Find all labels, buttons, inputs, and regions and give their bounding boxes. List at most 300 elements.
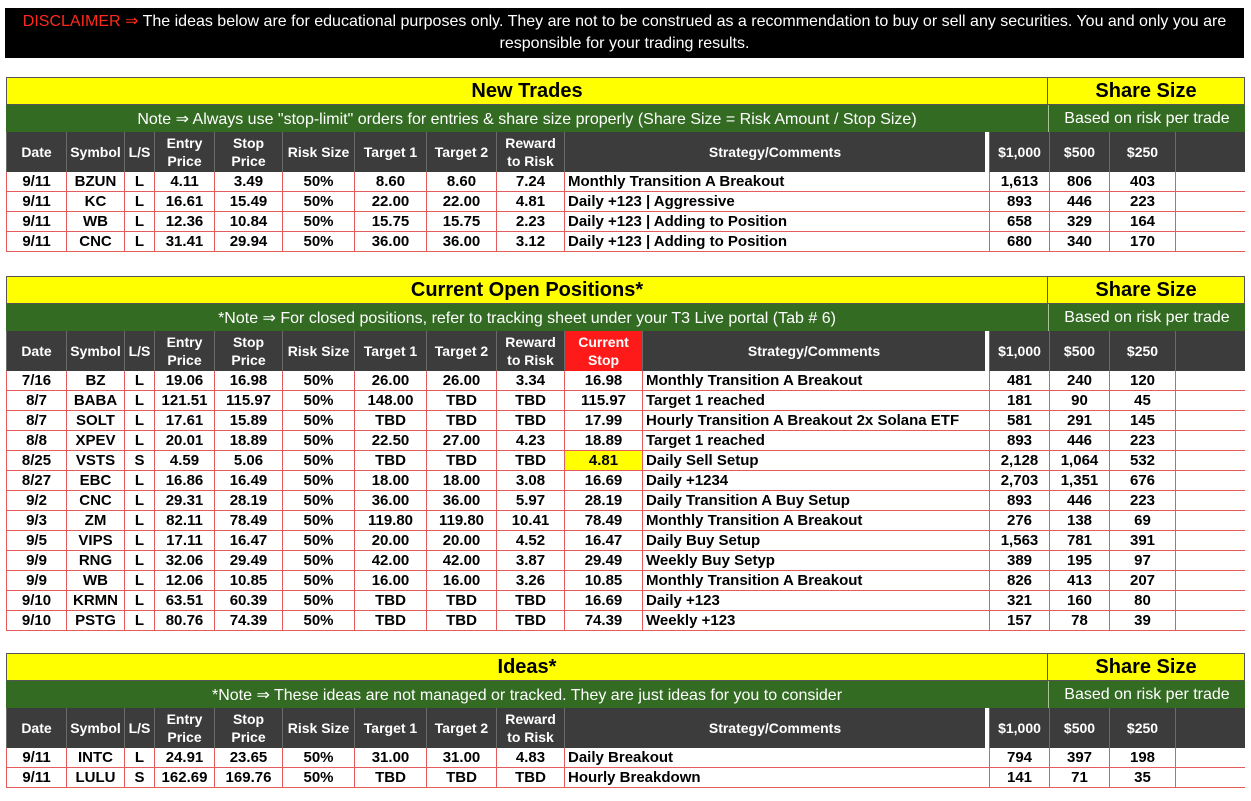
cell-size-500: 806	[1049, 172, 1109, 191]
cell-strategy: Monthly Transition A Breakout	[564, 172, 985, 191]
cell-t2: 42.00	[426, 551, 496, 570]
cell-strategy: Weekly Buy Setyp	[642, 551, 985, 570]
cell-entry: 19.06	[154, 371, 214, 390]
cell-stop: 29.94	[214, 232, 282, 251]
cell-ls: L	[124, 511, 154, 530]
cell-size-1000: 1,613	[989, 172, 1049, 191]
cell-risk: 50%	[282, 491, 354, 510]
cell-size-1000: 181	[989, 391, 1049, 410]
cell-risk: 50%	[282, 571, 354, 590]
cell-entry: 20.01	[154, 431, 214, 450]
header-rr: Reward to Risk	[496, 708, 564, 748]
cell-size-1000: 680	[989, 232, 1049, 251]
share-size-note: Based on risk per trade	[1048, 304, 1245, 331]
cell-rr: 3.34	[496, 371, 564, 390]
cell-size-500: 1,351	[1049, 471, 1109, 490]
cell-size-250: 97	[1109, 551, 1176, 570]
cell-strategy: Monthly Transition A Breakout	[642, 571, 985, 590]
cell-t2: TBD	[426, 591, 496, 610]
section-note: *Note ⇒ For closed positions, refer to tracking sheet under your T3 Live portal (Tab # 6)	[218, 309, 836, 327]
cell-size-500: 240	[1049, 371, 1109, 390]
section-title: New Trades	[6, 77, 1048, 105]
cell-rr: 4.83	[496, 748, 564, 767]
cell-ls: L	[124, 371, 154, 390]
cell-symbol: BZ	[66, 371, 124, 390]
cell-t1: TBD	[354, 451, 426, 470]
cell-size-1000: 893	[989, 491, 1049, 510]
cell-stop: 23.65	[214, 748, 282, 767]
cell-size-500: 446	[1049, 192, 1109, 211]
section-title-bar	[6, 653, 1245, 681]
header-t1: Target 1	[354, 132, 426, 172]
cell-size-500: 413	[1049, 571, 1109, 590]
cell-rr: TBD	[496, 391, 564, 410]
cell-stop: 169.76	[214, 768, 282, 787]
cell-risk: 50%	[282, 411, 354, 430]
header-t1: Target 1	[354, 708, 426, 748]
cell-date: 9/11	[6, 232, 66, 251]
cell-strategy: Daily +123 | Adding to Position	[564, 212, 985, 231]
cell-current-stop: 16.69	[564, 471, 642, 490]
section-note-bar	[6, 681, 1245, 708]
cell-symbol: LULU	[66, 768, 124, 787]
cell-size-1000: 893	[989, 192, 1049, 211]
cell-current-stop: 4.81	[564, 451, 642, 470]
cell-size-500: 781	[1049, 531, 1109, 550]
cell-ls: L	[124, 591, 154, 610]
cell-symbol: KRMN	[66, 591, 124, 610]
cell-size-500: 71	[1049, 768, 1109, 787]
cell-size-1000: 826	[989, 571, 1049, 590]
cell-entry: 4.59	[154, 451, 214, 470]
cell-ls: S	[124, 451, 154, 470]
cell-symbol: VSTS	[66, 451, 124, 470]
table-row	[6, 192, 1245, 212]
cell-symbol: ZM	[66, 511, 124, 530]
cell-size-250: 391	[1109, 531, 1176, 550]
cell-risk: 50%	[282, 768, 354, 787]
cell-strategy: Daily +1234	[642, 471, 985, 490]
cell-risk: 50%	[282, 431, 354, 450]
table-row	[6, 411, 1245, 431]
table-row	[6, 571, 1245, 591]
cell-stop: 78.49	[214, 511, 282, 530]
header-t1: Target 1	[354, 331, 426, 371]
cell-strategy: Weekly +123	[642, 611, 985, 630]
table-row	[6, 531, 1245, 551]
header-size-250: $250	[1109, 132, 1176, 172]
cell-stop: 74.39	[214, 611, 282, 630]
cell-current-stop: 115.97	[564, 391, 642, 410]
cell-risk: 50%	[282, 391, 354, 410]
cell-size-250: 198	[1109, 748, 1176, 767]
table-row	[6, 431, 1245, 451]
cell-ls: L	[124, 571, 154, 590]
cell-size-250: 45	[1109, 391, 1176, 410]
cell-t2: 20.00	[426, 531, 496, 550]
header-stop: Stop Price	[214, 132, 282, 172]
share-size-title: Share Size	[1048, 77, 1245, 105]
cell-strategy: Target 1 reached	[642, 391, 985, 410]
header-strategy: Strategy/Comments	[564, 708, 985, 748]
cell-stop: 60.39	[214, 591, 282, 610]
header-size-250: $250	[1109, 331, 1176, 371]
cell-size-1000: 1,563	[989, 531, 1049, 550]
cell-ls: L	[124, 471, 154, 490]
cell-t1: 8.60	[354, 172, 426, 191]
cell-t1: 18.00	[354, 471, 426, 490]
cell-size-250: 223	[1109, 192, 1176, 211]
table-row	[6, 551, 1245, 571]
cell-t1: TBD	[354, 611, 426, 630]
cell-current-stop: 74.39	[564, 611, 642, 630]
cell-size-1000: 276	[989, 511, 1049, 530]
cell-size-500: 397	[1049, 748, 1109, 767]
cell-t2: 26.00	[426, 371, 496, 390]
cell-date: 8/8	[6, 431, 66, 450]
cell-t1: 22.50	[354, 431, 426, 450]
cell-symbol: BABA	[66, 391, 124, 410]
cell-t1: TBD	[354, 411, 426, 430]
cell-t1: 42.00	[354, 551, 426, 570]
cell-size-500: 291	[1049, 411, 1109, 430]
header-strategy: Strategy/Comments	[564, 132, 985, 172]
cell-risk: 50%	[282, 451, 354, 470]
cell-t2: 22.00	[426, 192, 496, 211]
cell-risk: 50%	[282, 551, 354, 570]
cell-date: 9/10	[6, 591, 66, 610]
cell-t2: TBD	[426, 451, 496, 470]
cell-size-1000: 2,128	[989, 451, 1049, 470]
cell-entry: 12.36	[154, 212, 214, 231]
cell-t2: 15.75	[426, 212, 496, 231]
cell-current-stop: 28.19	[564, 491, 642, 510]
header-entry: Entry Price	[154, 132, 214, 172]
cell-ls: L	[124, 431, 154, 450]
header-ls: L/S	[124, 708, 154, 748]
cell-size-1000: 2,703	[989, 471, 1049, 490]
cell-date: 9/3	[6, 511, 66, 530]
cell-symbol: CNC	[66, 232, 124, 251]
cell-symbol: RNG	[66, 551, 124, 570]
cell-size-250: 676	[1109, 471, 1176, 490]
cell-ls: L	[124, 192, 154, 211]
cell-rr: 3.87	[496, 551, 564, 570]
disclaimer-text: The ideas below are for educational purposes only. They are not to be construed as a recommendation to buy or sell any securities. You and only you are responsible for your trading results.	[142, 13, 1227, 52]
cell-t1: 26.00	[354, 371, 426, 390]
cell-strategy: Daily Transition A Buy Setup	[642, 491, 985, 510]
header-size-500: $500	[1049, 708, 1109, 748]
cell-size-1000: 141	[989, 768, 1049, 787]
cell-current-stop: 78.49	[564, 511, 642, 530]
cell-ls: L	[124, 172, 154, 191]
share-size-title: Share Size	[1048, 276, 1245, 304]
cell-date: 9/11	[6, 192, 66, 211]
cell-risk: 50%	[282, 212, 354, 231]
cell-entry: 16.61	[154, 192, 214, 211]
cell-rr: 4.81	[496, 192, 564, 211]
header-symbol: Symbol	[66, 708, 124, 748]
cell-entry: 80.76	[154, 611, 214, 630]
cell-strategy: Hourly Transition A Breakout 2x Solana ETF	[642, 411, 985, 430]
cell-current-stop: 29.49	[564, 551, 642, 570]
cell-ls: L	[124, 748, 154, 767]
cell-size-250: 120	[1109, 371, 1176, 390]
cell-symbol: PSTG	[66, 611, 124, 630]
cell-t2: TBD	[426, 611, 496, 630]
header-ls: L/S	[124, 331, 154, 371]
cell-t1: 36.00	[354, 232, 426, 251]
section-note-bar	[6, 304, 1245, 331]
cell-size-1000: 157	[989, 611, 1049, 630]
cell-current-stop: 16.47	[564, 531, 642, 550]
cell-rr: 4.23	[496, 431, 564, 450]
column-header-row	[6, 331, 1245, 371]
cell-entry: 16.86	[154, 471, 214, 490]
cell-t2: 27.00	[426, 431, 496, 450]
cell-date: 8/7	[6, 411, 66, 430]
table-row	[6, 391, 1245, 411]
cell-t2: 119.80	[426, 511, 496, 530]
cell-stop: 18.89	[214, 431, 282, 450]
cell-strategy: Daily +123 | Aggressive	[564, 192, 985, 211]
cell-strategy: Daily +123	[642, 591, 985, 610]
header-size-1000: $1,000	[989, 132, 1049, 172]
cell-t2: 16.00	[426, 571, 496, 590]
cell-strategy: Hourly Breakdown	[564, 768, 985, 787]
cell-rr: 2.23	[496, 212, 564, 231]
cell-size-500: 1,064	[1049, 451, 1109, 470]
cell-size-1000: 321	[989, 591, 1049, 610]
section-note: *Note ⇒ These ideas are not managed or tracked. They are just ideas for you to consider	[211, 686, 843, 704]
cell-rr: TBD	[496, 591, 564, 610]
cell-strategy: Daily Sell Setup	[642, 451, 985, 470]
cell-t2: TBD	[426, 768, 496, 787]
cell-ls: L	[124, 611, 154, 630]
cell-entry: 29.31	[154, 491, 214, 510]
cell-stop: 3.49	[214, 172, 282, 191]
cell-stop: 28.19	[214, 491, 282, 510]
column-header-row	[6, 132, 1245, 172]
header-entry: Entry Price	[154, 708, 214, 748]
cell-ls: L	[124, 411, 154, 430]
cell-size-250: 80	[1109, 591, 1176, 610]
cell-rr: TBD	[496, 768, 564, 787]
cell-stop: 16.47	[214, 531, 282, 550]
cell-entry: 63.51	[154, 591, 214, 610]
cell-size-1000: 794	[989, 748, 1049, 767]
cell-symbol: WB	[66, 571, 124, 590]
cell-size-500: 446	[1049, 491, 1109, 510]
header-t2: Target 2	[426, 708, 496, 748]
cell-rr: 7.24	[496, 172, 564, 191]
table-row	[6, 591, 1245, 611]
cell-stop: 10.85	[214, 571, 282, 590]
cell-current-stop: 16.69	[564, 591, 642, 610]
cell-rr: 3.12	[496, 232, 564, 251]
cell-current-stop: 17.99	[564, 411, 642, 430]
cell-size-250: 35	[1109, 768, 1176, 787]
header-ls: L/S	[124, 132, 154, 172]
cell-rr: TBD	[496, 411, 564, 430]
header-symbol: Symbol	[66, 331, 124, 371]
cell-size-500: 195	[1049, 551, 1109, 570]
cell-t2: TBD	[426, 391, 496, 410]
arrow-icon: ⇒	[125, 13, 139, 30]
table-row	[6, 172, 1245, 192]
cell-t2: 8.60	[426, 172, 496, 191]
cell-ls: L	[124, 232, 154, 251]
cell-size-250: 69	[1109, 511, 1176, 530]
header-size-500: $500	[1049, 132, 1109, 172]
cell-size-1000: 658	[989, 212, 1049, 231]
cell-size-250: 403	[1109, 172, 1176, 191]
cell-date: 8/27	[6, 471, 66, 490]
cell-size-250: 39	[1109, 611, 1176, 630]
cell-current-stop: 10.85	[564, 571, 642, 590]
cell-strategy: Monthly Transition A Breakout	[642, 511, 985, 530]
cell-ls: L	[124, 391, 154, 410]
cell-symbol: INTC	[66, 748, 124, 767]
column-header-row	[6, 708, 1245, 748]
cell-t1: 36.00	[354, 491, 426, 510]
header-size-250: $250	[1109, 708, 1176, 748]
cell-strategy: Daily +123 | Adding to Position	[564, 232, 985, 251]
new-trades-section	[6, 77, 1245, 252]
cell-t1: 148.00	[354, 391, 426, 410]
cell-t2: 36.00	[426, 232, 496, 251]
table-row	[6, 471, 1245, 491]
cell-t1: TBD	[354, 768, 426, 787]
cell-date: 9/9	[6, 571, 66, 590]
table-row	[6, 451, 1245, 471]
cell-entry: 32.06	[154, 551, 214, 570]
cell-rr: TBD	[496, 611, 564, 630]
cell-symbol: SOLT	[66, 411, 124, 430]
cell-risk: 50%	[282, 511, 354, 530]
header-t2: Target 2	[426, 331, 496, 371]
cell-size-250: 207	[1109, 571, 1176, 590]
cell-stop: 16.49	[214, 471, 282, 490]
cell-entry: 121.51	[154, 391, 214, 410]
cell-t1: TBD	[354, 591, 426, 610]
cell-t2: 31.00	[426, 748, 496, 767]
cell-risk: 50%	[282, 748, 354, 767]
cell-strategy: Daily Buy Setup	[642, 531, 985, 550]
share-size-note: Based on risk per trade	[1048, 105, 1245, 132]
cell-stop: 10.84	[214, 212, 282, 231]
header-size-1000: $1,000	[989, 331, 1049, 371]
cell-symbol: WB	[66, 212, 124, 231]
cell-entry: 82.11	[154, 511, 214, 530]
cell-size-1000: 481	[989, 371, 1049, 390]
cell-t2: 36.00	[426, 491, 496, 510]
table-row	[6, 232, 1245, 252]
cell-ls: S	[124, 768, 154, 787]
table-row	[6, 212, 1245, 232]
header-rr: Reward to Risk	[496, 331, 564, 371]
header-risk: Risk Size	[282, 708, 354, 748]
header-date: Date	[6, 331, 66, 371]
cell-symbol: VIPS	[66, 531, 124, 550]
share-size-note: Based on risk per trade	[1048, 681, 1245, 708]
ideas-section	[6, 653, 1245, 788]
cell-size-250: 223	[1109, 431, 1176, 450]
cell-t1: 31.00	[354, 748, 426, 767]
cell-size-250: 170	[1109, 232, 1176, 251]
header-date: Date	[6, 132, 66, 172]
cell-size-250: 223	[1109, 491, 1176, 510]
cell-current-stop: 16.98	[564, 371, 642, 390]
cell-date: 9/5	[6, 531, 66, 550]
section-title-bar	[6, 77, 1245, 105]
header-symbol: Symbol	[66, 132, 124, 172]
table-row	[6, 491, 1245, 511]
header-stop: Stop Price	[214, 708, 282, 748]
cell-symbol: KC	[66, 192, 124, 211]
cell-date: 9/9	[6, 551, 66, 570]
cell-date: 9/11	[6, 748, 66, 767]
cell-strategy: Monthly Transition A Breakout	[642, 371, 985, 390]
section-note: Note ⇒ Always use "stop-limit" orders for entries & share size properly (Share Size = Risk Amount / Stop Size)	[137, 110, 917, 128]
cell-date: 9/11	[6, 212, 66, 231]
cell-risk: 50%	[282, 611, 354, 630]
cell-rr: 4.52	[496, 531, 564, 550]
section-title: Current Open Positions*	[6, 276, 1048, 304]
cell-symbol: XPEV	[66, 431, 124, 450]
section-title: Ideas*	[6, 653, 1048, 681]
cell-risk: 50%	[282, 471, 354, 490]
header-size-500: $500	[1049, 331, 1109, 371]
cell-size-1000: 893	[989, 431, 1049, 450]
cell-size-250: 145	[1109, 411, 1176, 430]
cell-size-250: 532	[1109, 451, 1176, 470]
cell-size-1000: 581	[989, 411, 1049, 430]
cell-risk: 50%	[282, 232, 354, 251]
cell-size-500: 160	[1049, 591, 1109, 610]
open-positions-section	[6, 276, 1245, 631]
cell-symbol: EBC	[66, 471, 124, 490]
cell-symbol: BZUN	[66, 172, 124, 191]
cell-stop: 115.97	[214, 391, 282, 410]
header-strategy: Strategy/Comments	[642, 331, 985, 371]
cell-stop: 15.49	[214, 192, 282, 211]
cell-stop: 15.89	[214, 411, 282, 430]
cell-ls: L	[124, 212, 154, 231]
cell-size-500: 329	[1049, 212, 1109, 231]
header-date: Date	[6, 708, 66, 748]
table-row	[6, 371, 1245, 391]
share-size-title: Share Size	[1048, 653, 1245, 681]
cell-stop: 16.98	[214, 371, 282, 390]
table-row	[6, 748, 1245, 768]
cell-strategy: Target 1 reached	[642, 431, 985, 450]
header-size-1000: $1,000	[989, 708, 1049, 748]
cell-size-250: 164	[1109, 212, 1176, 231]
cell-date: 9/2	[6, 491, 66, 510]
cell-date: 8/7	[6, 391, 66, 410]
section-title-bar	[6, 276, 1245, 304]
cell-ls: L	[124, 551, 154, 570]
cell-t1: 15.75	[354, 212, 426, 231]
cell-rr: 5.97	[496, 491, 564, 510]
cell-risk: 50%	[282, 531, 354, 550]
cell-stop: 29.49	[214, 551, 282, 570]
cell-rr: 3.08	[496, 471, 564, 490]
cell-risk: 50%	[282, 192, 354, 211]
cell-size-500: 78	[1049, 611, 1109, 630]
header-stop: Stop Price	[214, 331, 282, 371]
